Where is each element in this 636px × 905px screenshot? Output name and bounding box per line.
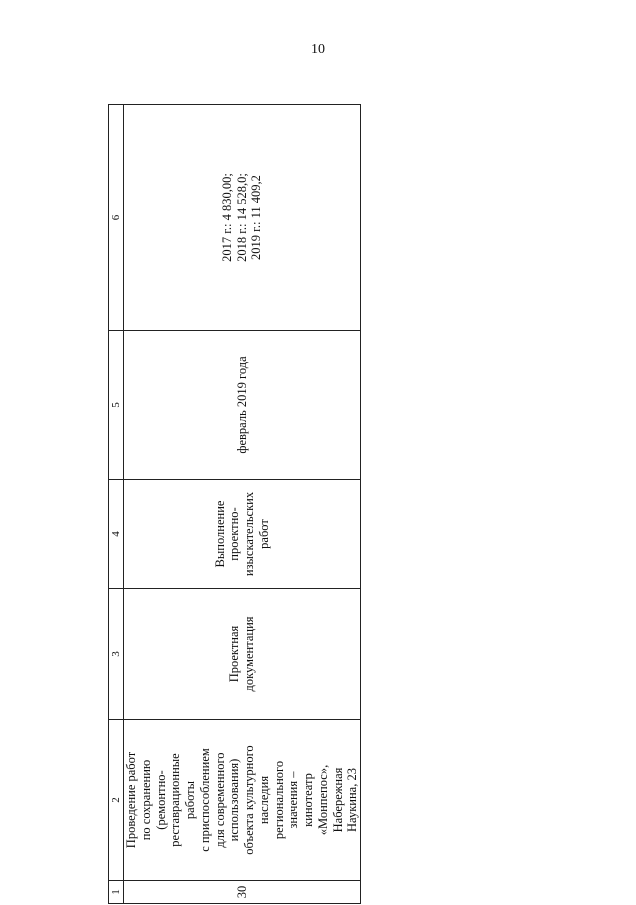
name-line: использования) bbox=[227, 758, 242, 842]
name-line: по сохранению bbox=[138, 759, 153, 841]
row-number: 30 bbox=[124, 881, 361, 904]
name-line: регионального bbox=[271, 760, 286, 840]
name-line: значения – bbox=[286, 771, 301, 829]
row-name-cell bbox=[124, 720, 361, 881]
header-col-2: 2 bbox=[109, 720, 124, 881]
name-line: реставрационные bbox=[168, 753, 183, 847]
document-line: Проектная bbox=[227, 625, 242, 683]
name-line: Набережная bbox=[330, 767, 345, 833]
work-line: изыскательских bbox=[242, 491, 256, 577]
name-line: работы bbox=[183, 780, 197, 820]
name-line: кинотеатр bbox=[301, 773, 315, 827]
document-line: документация bbox=[242, 616, 256, 692]
name-line: «Монпепос», bbox=[315, 764, 330, 836]
work-line: проектно- bbox=[227, 507, 242, 561]
header-col-5: 5 bbox=[109, 331, 124, 480]
finance-line: 2018 г.: 14 528,0; bbox=[234, 173, 249, 262]
row-finance-cell bbox=[124, 105, 361, 331]
name-line: объекта культурного bbox=[242, 745, 256, 855]
work-line: работ bbox=[256, 519, 271, 549]
work-line: Выполнение bbox=[212, 500, 227, 568]
finance-line: 2017 г.: 4 830,00; bbox=[219, 173, 234, 262]
finance-line: 2019 г.: 11 409,2 bbox=[249, 175, 264, 260]
program-table bbox=[108, 104, 361, 904]
name-line: с приспособлением bbox=[197, 748, 212, 852]
name-line: Наукина, 23 bbox=[345, 768, 360, 832]
header-col-4: 4 bbox=[109, 480, 124, 589]
header-col-1: 1 bbox=[109, 881, 124, 904]
row-work-cell bbox=[124, 480, 361, 589]
rotated-table-frame bbox=[108, 104, 360, 904]
row-document-cell bbox=[124, 589, 361, 720]
name-line: (ремонтно- bbox=[153, 770, 168, 830]
header-col-3: 3 bbox=[109, 589, 124, 720]
name-line: для современного bbox=[212, 752, 227, 848]
row-deadline-cell: февраль 2019 года bbox=[124, 331, 361, 480]
header-row bbox=[109, 105, 124, 904]
table-container bbox=[108, 104, 360, 904]
name-line: Проведение работ bbox=[124, 751, 138, 849]
page-number: 10 bbox=[311, 42, 325, 57]
table-row bbox=[124, 105, 361, 904]
header-col-6: 6 bbox=[109, 105, 124, 331]
name-line: наследия bbox=[256, 775, 271, 825]
